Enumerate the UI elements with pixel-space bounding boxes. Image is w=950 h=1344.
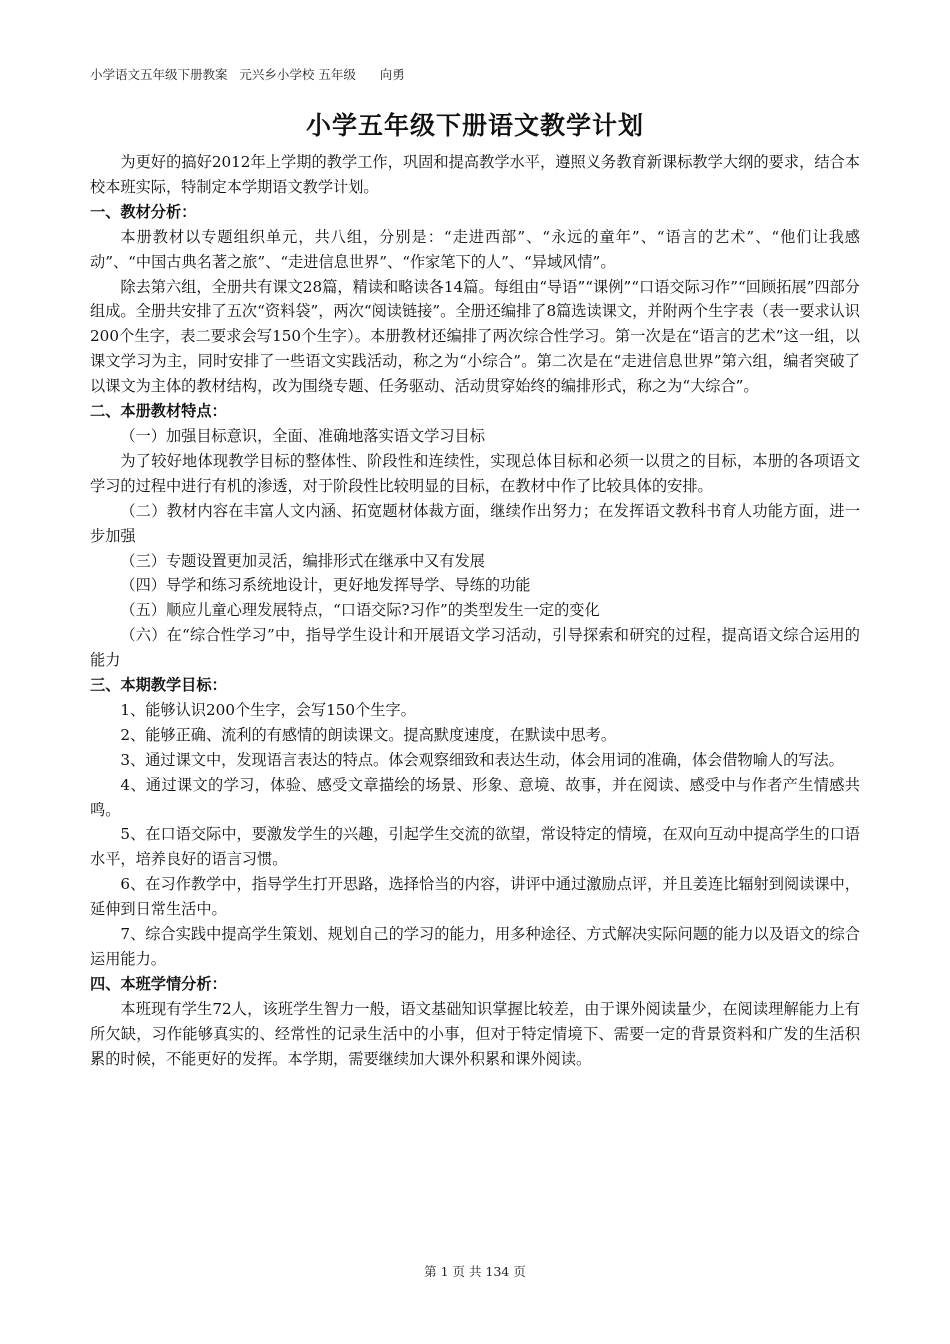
page-footer: 第 1 页 共 134 页 [424, 1264, 526, 1279]
section-2-heading: 二、本册教材特点： [90, 402, 227, 421]
section-2-item: （一）加强目标意识，全面、准确地落实语文学习目标 [120, 426, 485, 445]
section-2-item: 为了较好地体现教学目标的整体性、阶段性和连续性，实现总体目标和必须一以贯之的目标，本册的各项语文学习的过程中进行有机的渗透，对于阶段性比较明显的目标，在教材中作了比较具体的安排。 [90, 451, 860, 495]
goal-item: 1、能够认识200个生字，会写150个生字。 [120, 700, 416, 719]
section-2-item: （六）在“综合性学习”中，指导学生设计和开展语文学习活动，引导探索和研究的过程，提高语文综合运用的能力 [90, 626, 860, 670]
goal-item: 6、在习作教学中，指导学生打开思路，选择恰当的内容，讲评中通过激励点评，并且姜连比辐射到阅读课中，延伸到日常生活中。 [90, 875, 860, 919]
goal-item: 4、通过课文的学习，体验、感受文章描绘的场景、形象、意境、故事，并在阅读、感受中与作者产生情感共鸣。 [90, 775, 860, 819]
intro-paragraph: 为更好的搞好2012年上学期的教学工作，巩固和提高教学水平，遵照义务教育新课标教学大纲的要求，结合本校本班实际，特制定本学期语文教学计划。 [90, 153, 860, 196]
goal-item: 2、能够正确、流利的有感情的朗读课文。提高默度速度，在默读中思考。 [120, 725, 617, 744]
section-3-heading: 三、本期教学目标： [90, 676, 227, 695]
section-1-heading: 一、教材分析： [90, 202, 197, 221]
goal-item: 7、综合实践中提高学生策划、规划自己的学习的能力，用多种途径、方式解决实际问题的能力以及语文的综合运用能力。 [90, 925, 860, 968]
section-1-paragraph: 本册教材以专题组织单元，共八组，分别是：“走进西部”、“永远的童年”、“语言的艺术”、“他们让我感动”、“中国古典名著之旅”、“走进信息世界”、“作家笔下的人”、“异域风情”。 [90, 227, 860, 271]
section-4-paragraph: 本班现有学生72人，该班学生智力一般，语文基础知识掌握比较差，由于课外阅读量少，在阅读理解能力上有所欠缺，习作能够真实的、经常性的记录生活中的小事，但对于特定情境下、需要一定的背景资料和广发的生活积累的时候，不能更好的发挥。本学期，需要继续加大课外积累和课外阅读。 [90, 999, 860, 1068]
goal-item: 3、通过课文中，发现语言表达的特点。体会观察细致和表达生动，体会用词的准确，体会借物喻人的写法。 [120, 750, 844, 769]
page-header: 小学语文五年级下册教案 元兴乡小学校 五年级 向勇 [90, 67, 405, 82]
document-title: 小学五年级下册语文教学计划 [305, 111, 644, 140]
section-4-heading: 四、本班学情分析： [90, 974, 227, 993]
section-2-item: （五）顺应儿童心理发展特点，“口语交际?习作”的类型发生一定的变化 [120, 601, 600, 620]
document-body [90, 150, 860, 1072]
section-2-item: （二）教材内容在丰富人文内涵、拓宽题材体裁方面，继续作出努力；在发挥语文教科书育人功能方面，进一步加强 [90, 501, 860, 545]
goal-item: 5、在口语交际中，要激发学生的兴趣，引起学生交流的欲望，常设特定的情境，在双向互动中提高学生的口语水平，培养良好的语言习惯。 [90, 825, 860, 869]
section-1-paragraph: 除去第六组，全册共有课文28篇，精读和略读各14篇。每组由“导语”“课例”“口语交际习作”“回顾拓展”四部分组成。全册共安排了五次“资料袋”，两次“阅读链接”。全册还编排了8篇选读课文，并附两个生字表（表一要求认识200个生字，表二要求会写150个生字）。本册教材还编排了两次综合性学习。第一次是在“语言的艺术”这一组，以课文学习为主，同时安排了一些语文实践活动，称之为“小综合”。第二次是在“走进信息世界”第六组，编者突破了以课文为主体的教材结构，改为围绕专题、任务驱动、活动贯穿始终的编排形式，称之为“大综合”。 [90, 277, 860, 396]
section-2-item: （四）导学和练习系统地设计，更好地发挥导学、导练的功能 [120, 576, 531, 595]
section-2-item: （三）专题设置更加灵活，编排形式在继承中又有发展 [120, 551, 485, 570]
